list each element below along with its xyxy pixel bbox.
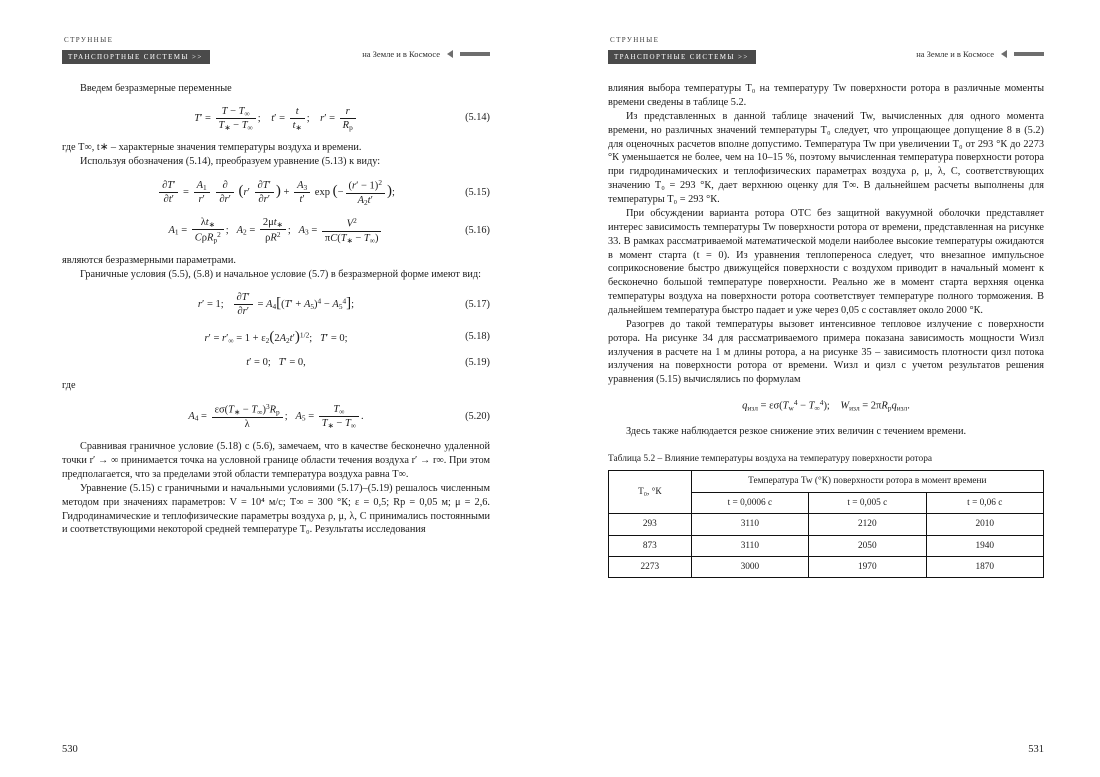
runhead-title-line: СТРУННЫЕ [64, 36, 114, 44]
runhead-right-text: на Земле и в Космосе [362, 49, 440, 59]
table-cell-value: 2050 [809, 535, 926, 556]
table-cell-t0: 293 [609, 514, 692, 535]
equation-tag-5-19: (5.19) [465, 357, 490, 369]
paragraph-radiation-power: Разогрев до такой температуры вызовет интенсивное тепловое излучение с поверхности ротора. На рисунке 34 для рассматриваемого примера показана зависимость мощности Wизл излучения в расчете на 1 м длины ротора, а на рисунке 35 – зависимость плотности qизл потока излучения на поверхности ротора от времени. Wизл и qизл с учетом результатов решения уравнения (5.15) вычислялись по формулам [608, 319, 1044, 386]
table-5-2 [608, 470, 1044, 578]
table-cell-value: 2010 [926, 514, 1043, 535]
runhead-rule-right [1014, 52, 1044, 56]
equation-tag-5-16: (5.16) [465, 224, 490, 236]
runhead-right-text-right: на Земле и в Космосе [916, 49, 994, 59]
right-column-text [608, 82, 1044, 578]
table-cell-value: 1940 [926, 535, 1043, 556]
paragraph-rotor-no-shell: При обсуждении варианта ротора ОТС без защитной вакуумной оболочки представляет интерес зависимость температуры Tw поверхности ротора от времени, представленная на рисунке 33. В рамках рассматриваемой математической модели наиболее высокие температуры ожидаются в момент старта (t = 0). Из уравнения теплопереноса следует, что внезапное импульсное соприкосновение быстро движущейся поверхности с воздухом приводит в начальный момент к бесконечно большой температуре поверхности. Реально же в момент старта верхняя оценка температуры воздуха на поверхности ротора соответствует температуре полного торможения. В дальнейшем температура быстро падает и уже через 0,05 с составляет около 2000 °К. [608, 208, 1044, 316]
table-row [609, 535, 1044, 556]
equation-tag-5-14: (5.14) [465, 112, 490, 124]
right-running-head [608, 36, 1044, 70]
paragraph-influence-T0: влияния выбора температуры T₀ на температуру Tw поверхности ротора в различные моменты времени сведены в таблице 5.2. [608, 83, 1044, 108]
paragraph-using-notation: Используя обозначения (5.14), преобразуем уравнение (5.13) к виду: [80, 156, 381, 168]
runhead-right-block [362, 49, 490, 59]
runhead-badge: ТРАНСПОРТНЫЕ СИСТЕМЫ >> [62, 50, 210, 64]
table-cell-value: 1970 [809, 556, 926, 577]
equation-tag-5-17: (5.17) [465, 298, 490, 310]
runhead-badge-right: ТРАНСПОРТНЫЕ СИСТЕМЫ >> [608, 50, 756, 64]
runhead-right-block-right [916, 49, 1044, 59]
table-header-col-3: t = 0,06 с [926, 492, 1043, 513]
table-header-row-1 [609, 471, 1044, 492]
paragraph-table-values: Из представленных в данной таблице значений Tw, вычисленных для одного момента времени, но различных значений температуры T₀ следует, что упрощающее допущение 8 в (5.2) для оценочных расчетов вполне допустимо. Температура Tw при увеличении T₀ от 293 °К до 2273 °К уменьшается не более, чем на 10–15 %, поэтому вычисленная температура поверхности ротора при гидродинамических и теплофизических параметрах воздуха ρ, μ, λ, C, соответствующих значению T₀ = 293 °К, дает верхнюю оценку для T∞. В дальнейшем расчеты выполнены для температуры T₀ = 293 °К. [608, 111, 1044, 205]
equation-radiation: $q_{изл} = \varepsilon\sigma(T_w^4 - T_\infty^4)$; $W_{изл} = 2\pi R_рq_{изл}$. [742, 398, 910, 413]
equation-tag-5-18: (5.18) [465, 331, 490, 343]
table-caption: Таблица 5.2 – Влияние температуры воздуха на температуру поверхности ротора [608, 453, 933, 464]
equation-tag-5-20: (5.20) [465, 410, 490, 422]
runhead-rule [460, 52, 490, 56]
table-cell-value: 3110 [691, 535, 808, 556]
left-column-text [62, 82, 490, 537]
table-header-t0: T₀, °К [609, 471, 692, 514]
triangle-left-icon-right [1001, 50, 1007, 58]
table-row [609, 514, 1044, 535]
equation-5-15: $\frac{\partial T'}{\partial t'}$ = $\frac{A_1}{r'}$ $\frac{\partial}{\partial r'}$ (r′ $\frac{\partial T'}{\partial r'}$ ) + $\frac{A_3}{t'}$ exp (− $\frac{(r' - 1)^2}{A_2t'}$ ); (5.15) [62, 178, 490, 207]
table-cell-t0: 873 [609, 535, 692, 556]
table-cell-value: 3000 [691, 556, 808, 577]
paragraph-comparison: Сравнивая граничное условие (5.18) с (5.6), замечаем, что в качестве бесконечно удаленной точки r′ → ∞ принимается точка на условной границе области течения воздуха r′ → r∞. При этом предполагается, что за пределами этой области температура воздуха равна T∞. [62, 441, 490, 480]
paragraph-numerical-solution: Уравнение (5.15) с граничными и начальными условиями (5.17)–(5.19) решалось численным методом при значениях параметров: V = 10⁴ м/с; T∞ = 300 °К; ε = 0,5; Rр = 0,05 м; μ = 2,6. Гидродинамические и теплофизические параметры воздуха ρ, μ, λ, C принимались постоянными и соответствующими некоторой средней температуре T₀. Результаты исследования [62, 483, 490, 536]
runhead-title-line-right: СТРУННЫЕ [610, 36, 660, 44]
equation-5-19: t′ = 0; T′ = 0, (5.19) [246, 357, 490, 369]
paragraph-where-T-t: где T∞, t∗ – характерные значения температуры воздуха и времени. [62, 142, 362, 154]
equation-5-17: r′ = 1; $\frac{\partial T'}{\partial r'}$ = $A_4[(T' + A_5)^4 - A_5^4]$; (5.17) [197, 292, 490, 318]
left-page-number: 530 [62, 744, 78, 755]
equation-5-20: $A_4$ = $\frac{\varepsilon\sigma(T_∗ - T_\infty)^3R_р}{\lambda}$ ; $A_5$ = $\frac{T_\infty}{T_∗ - T_\infty}$ . (5.20) [188, 402, 490, 431]
paragraph-intro-dimensionless: Введем безразмерные переменные [80, 83, 232, 94]
right-page [550, 0, 1100, 777]
table-cell-value: 1870 [926, 556, 1043, 577]
left-running-head [62, 36, 490, 70]
right-page-number: 531 [1028, 744, 1044, 755]
paragraph-dimensionless-params: являются безразмерными параметрами. [62, 254, 237, 266]
equation-5-18: $r' = r'_\infty = 1 + \varepsilon_2(2A_2t')^{1/2}$; T′ = 0; (5.18) [204, 329, 490, 346]
runhead-left-block [62, 36, 210, 64]
table-header-col-1: t = 0,0006 с [691, 492, 808, 513]
table-cell-value: 3110 [691, 514, 808, 535]
runhead-left-block-right [608, 36, 756, 64]
table-cell-value: 2120 [809, 514, 926, 535]
triangle-left-icon [447, 50, 453, 58]
table-row [609, 556, 1044, 577]
equation-5-16: $A_1$ = $\frac{\lambda t_∗}{C\rho R_р^2}$ ; $A_2$ = $\frac{2\mu t_∗}{\rho R^2}$ ; $A_3$ = $\frac{V^2}{\pi C(T_∗ - T_\infty)}$ (5.16) [168, 216, 490, 245]
table-cell-t0: 2273 [609, 556, 692, 577]
table-header-col-2: t = 0,005 с [809, 492, 926, 513]
equation-5-14: T′ = $\frac{T - T_\infty}{T_∗ - T_\infty}$ ; t′ = $\frac{t}{t_∗}$ ; r′ = $\frac{r}{R_р}$ (5.14) [194, 105, 490, 132]
table-header-span: Температура Tw (°К) поверхности ротора в момент времени [691, 471, 1043, 492]
equation-tag-5-15: (5.15) [465, 186, 490, 198]
paragraph-sharp-decrease: Здесь также наблюдается резкое снижение этих величин с течением времени. [626, 425, 967, 437]
paragraph-where-A: где [62, 380, 76, 392]
paragraph-boundary-conditions: Граничные условия (5.5), (5.8) и начальное условие (5.7) в безразмерной форме имеют вид: [80, 269, 481, 281]
